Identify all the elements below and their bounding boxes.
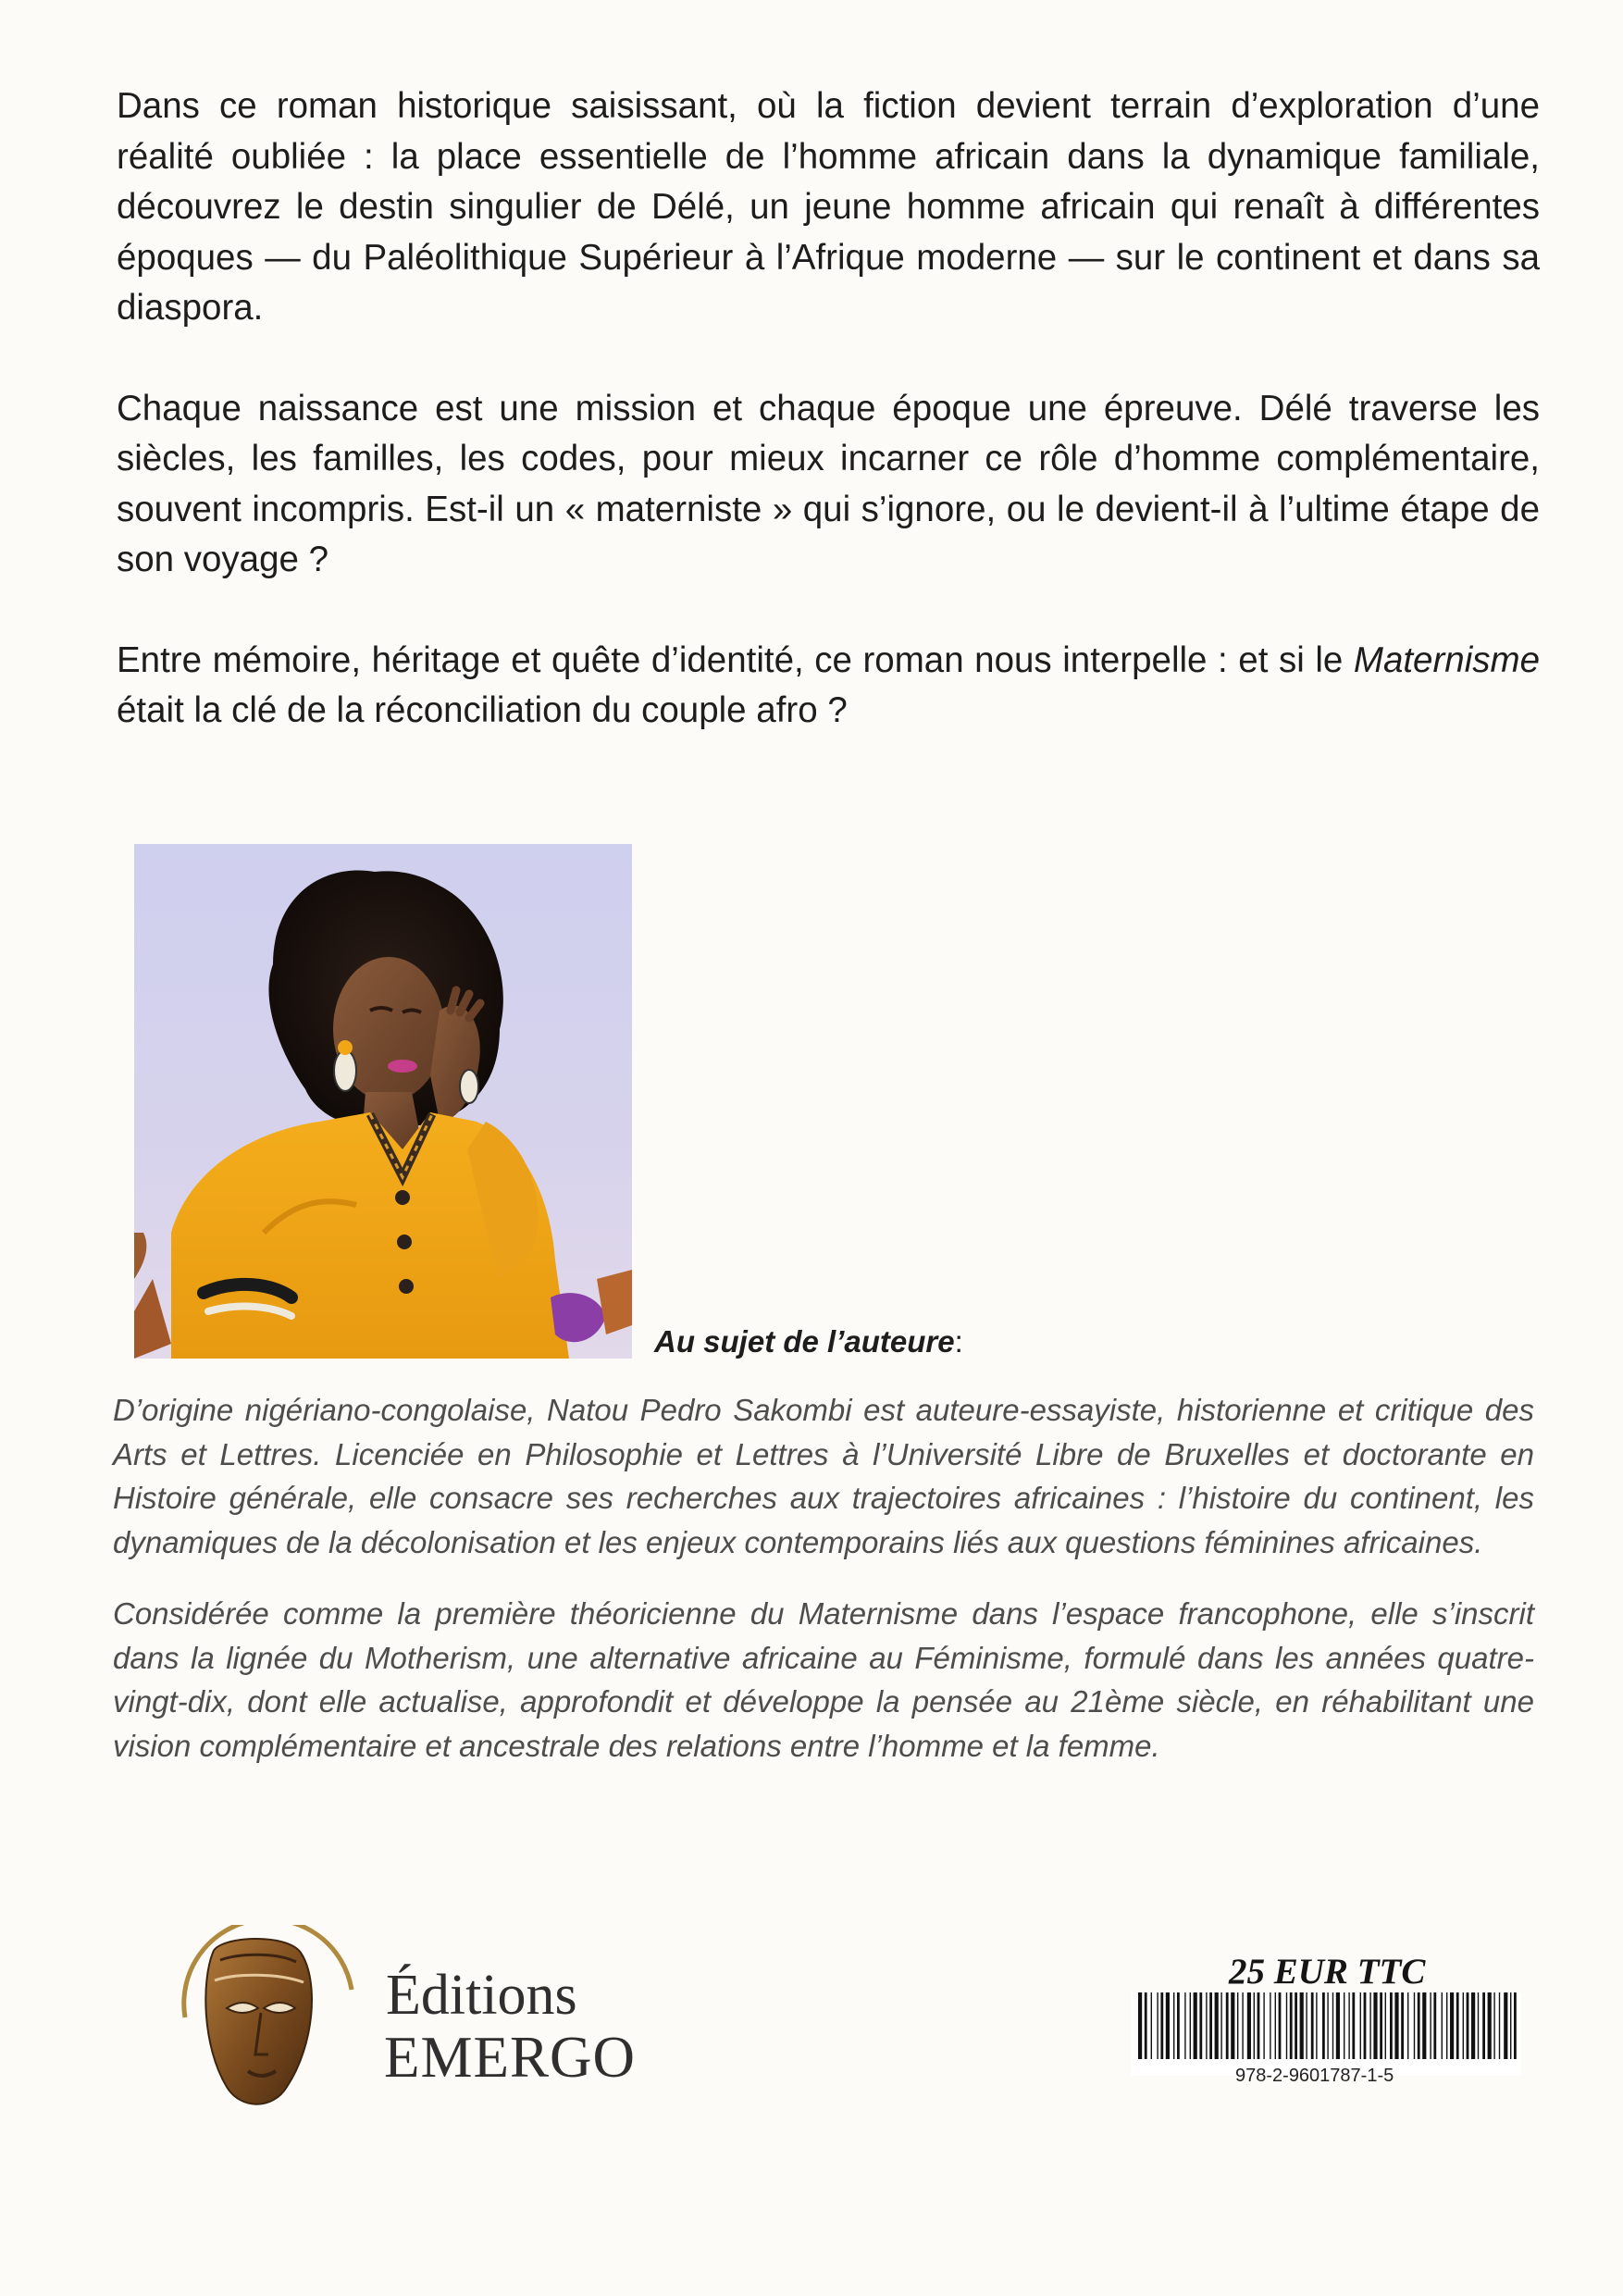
barcode-bar — [1418, 1992, 1420, 2059]
barcode-bar — [1157, 1992, 1158, 2059]
barcode-bar — [1190, 1992, 1191, 2059]
barcode-bar — [1433, 1992, 1436, 2059]
barcode-bar — [1220, 1992, 1221, 2059]
blurb-p3-end: était la clé de la réconciliation du couple afro ? — [117, 690, 848, 730]
barcode-bar — [1138, 1992, 1142, 2059]
barcode-bar — [1360, 1992, 1361, 2059]
barcode-bar — [1369, 1992, 1370, 2059]
barcode-bar — [1352, 1992, 1355, 2059]
barcode-bar — [1456, 1992, 1459, 2059]
about-author-heading — [654, 1324, 963, 1359]
isbn-number: 978-2-9601787-1-5 — [1235, 2066, 1394, 2086]
barcode-bar — [1231, 1992, 1234, 2059]
barcode-bar — [1194, 1992, 1197, 2059]
barcode-bar — [1286, 1992, 1287, 2059]
author-bio-paragraph-1: D’origine nigériano-congolaise, Natou Pedro Sakombi est auteure-essayiste, historienne et critique des Arts et Lettres. Licenciée en Philosophie et Lettres à l’Université Libre de Bruxelles et doctorante en Histoire générale, elle consacre ses recherches aux trajectoires africaines : l’histoire du continent, les dynamiques de la décolonisation et les enjeux contemporains liés aux questions féminines africaines. — [113, 1393, 1534, 1559]
maternisme-term: Maternisme — [1353, 639, 1540, 680]
barcode-bar — [1414, 1992, 1415, 2059]
barcode — [1131, 1992, 1521, 2076]
barcode-bar — [1463, 1992, 1464, 2059]
about-author-heading-colon: : — [954, 1324, 963, 1359]
barcode-bar — [1401, 1992, 1404, 2059]
about-author-heading-text: Au sujet de l’auteure — [654, 1324, 955, 1359]
barcode-bar — [1279, 1992, 1282, 2059]
publisher-name-line-1: Éditions — [386, 1964, 577, 2027]
barcode-bar — [1407, 1992, 1408, 2059]
barcode-bar — [1300, 1992, 1304, 2059]
barcode-bar — [1160, 1992, 1163, 2059]
barcode-bar — [1482, 1992, 1485, 2059]
barcode-bar — [1226, 1992, 1229, 2059]
barcode-bar — [1215, 1992, 1219, 2059]
barcode-bar — [1177, 1992, 1180, 2059]
barcode-bar — [1493, 1992, 1494, 2059]
barcode-bar — [1504, 1992, 1507, 2059]
barcode-bar — [1145, 1992, 1147, 2059]
barcode-bar — [1385, 1992, 1386, 2059]
barcode-bar — [1499, 1992, 1500, 2059]
barcode-bar — [1254, 1992, 1255, 2059]
barcode-bar — [1322, 1992, 1325, 2059]
barcode-bar — [1478, 1992, 1479, 2059]
barcode-bar — [1510, 1992, 1511, 2059]
barcode-bar — [1306, 1992, 1307, 2059]
barcode-bar — [1166, 1992, 1170, 2059]
barcode-bar — [1209, 1992, 1212, 2059]
barcode-bar — [1263, 1992, 1264, 2059]
author-bio — [113, 1388, 1534, 1795]
back-cover-blurb — [117, 81, 1540, 787]
blurb-paragraph-1: Dans ce roman historique saisissant, où la fiction devient terrain d’exploration d’une réalité oubliée : la place essentielle de l’homme africain dans la dynamique familiale, découvrez le destin singulier de Délé, un jeune homme africain qui renaît à différentes époques — du Paléolithique Supérieur à l’Afrique moderne — sur le continent et dans sa diaspora. — [117, 86, 1540, 328]
barcode-bar — [1275, 1992, 1276, 2059]
price-label: 25 EUR TTC — [1229, 1952, 1426, 1992]
barcode-bar — [1258, 1992, 1260, 2059]
barcode-bar — [1450, 1992, 1454, 2059]
barcode-bar — [1430, 1992, 1431, 2059]
barcode-bar — [1332, 1992, 1333, 2059]
barcode-bar — [1206, 1992, 1207, 2059]
barcode-bar — [1311, 1992, 1314, 2059]
author-portrait-illustration — [134, 844, 632, 1359]
author-bio-paragraph-2: Considérée comme la première théoricienne du Maternisme dans l’espace francophone, elle s’inscrit dans la lignée du Motherism, une alternative africaine au Féminisme, formulé dans les années quatre-vingt-dix, dont elle actualise, approfondit et développe la pensée au 21ème siècle, en réhabilitant une vision complémentaire et ancestrale des relations entre l’homme et la femme. — [113, 1596, 1534, 1763]
barcode-bar — [1514, 1992, 1517, 2059]
barcode-bar — [1173, 1992, 1174, 2059]
barcode-bar — [1242, 1992, 1243, 2059]
barcode-bar — [1290, 1992, 1293, 2059]
barcode-bar — [1151, 1992, 1152, 2059]
barcode-bar — [1184, 1992, 1185, 2059]
blurb-paragraph-2: Chaque naissance est une mission et chaque époque une épreuve. Délé traverse les siècles, les familles, les codes, pour mieux incarner ce rôle d’homme complémentaire, souvent incompris. Est-il un « materniste » qui s’ignore, ou le devient-il à l’ultime étape de son voyage ? — [117, 388, 1540, 579]
barcode-bar — [1373, 1992, 1377, 2059]
barcode-bar — [1199, 1992, 1202, 2059]
author-portrait — [134, 844, 632, 1359]
publisher-name-line-2: EMERGO — [384, 2025, 636, 2090]
barcode-bar — [1327, 1992, 1328, 2059]
barcode-bar — [1247, 1992, 1251, 2059]
barcode-bar — [1422, 1992, 1426, 2059]
barcode-bar — [1316, 1992, 1317, 2059]
barcode-bar — [1364, 1992, 1367, 2059]
barcode-bar — [1446, 1992, 1447, 2059]
barcode-bar — [1295, 1992, 1297, 2059]
blurb-paragraph-3 — [117, 636, 1540, 737]
barcode-bar — [1237, 1992, 1238, 2059]
blurb-p3-start: Entre mémoire, héritage et quête d’identité, ce roman nous interpelle : et si le — [117, 639, 1354, 680]
barcode-bars — [1131, 1992, 1521, 2059]
barcode-bar — [1390, 1992, 1393, 2059]
barcode-bar — [1471, 1992, 1475, 2059]
barcode-bar — [1336, 1992, 1340, 2059]
barcode-bar — [1348, 1992, 1349, 2059]
barcode-bar — [1394, 1992, 1398, 2059]
barcode-bar — [1488, 1992, 1492, 2059]
barcode-bar — [1467, 1992, 1469, 2059]
barcode-bar — [1442, 1992, 1443, 2059]
barcode-bar — [1380, 1992, 1382, 2059]
